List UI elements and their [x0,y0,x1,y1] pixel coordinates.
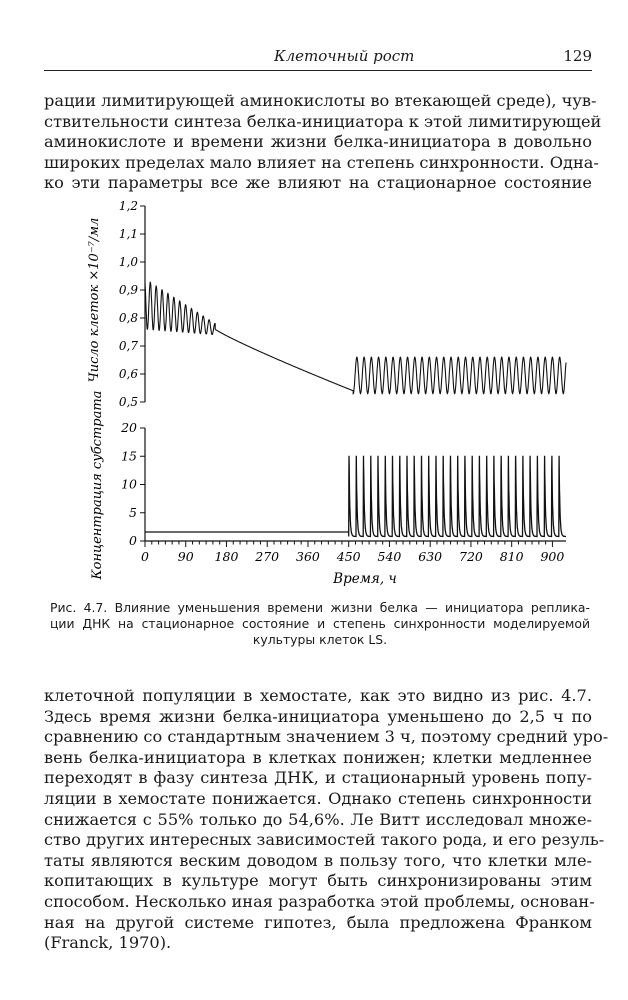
substrate-line [145,456,566,537]
x-tick-label: 90 [177,549,194,564]
x-tick-label: 900 [540,549,565,564]
text-line: аминокислоте и времени жизни белка-инициатора в довольно [44,132,592,152]
x-tick-label: 450 [336,549,361,564]
paragraph-top [44,91,602,194]
cell-count-line [145,282,566,393]
text-line: снижается с 55% только до 54,6%. Ле Витт исследовал множе- [44,809,592,829]
x-tick-label: 630 [418,549,443,564]
text-line: способом. Несколько иная разработка этой проблемы, основан- [44,891,595,911]
x-tick-label: 360 [296,549,320,564]
x-tick-label: 720 [459,549,483,564]
text-line: рации лимитирующей аминокислоты во втекающей среде), чув- [44,91,597,110]
text-line: таты являются веским доводом в пользу того, что клетки мле- [44,850,592,870]
paragraph-bottom [44,686,609,954]
y-tick-label: 0,5 [118,395,138,409]
y-tick-label: 1,1 [118,227,138,241]
y-tick-label: 5 [129,504,137,520]
text-line: (Franck, 1970). [44,933,172,953]
text-line: ство других интересных зависимостей такого рода, и его резуль- [44,830,605,850]
x-tick-label: 540 [377,549,402,564]
y-tick-label: 0,7 [118,339,138,353]
x-axis-label: Время, ч [333,571,397,587]
y-tick-label: 0 [129,533,137,548]
x-tick-label: 180 [214,549,239,564]
text-line: Здесь время жизни белка-инициатора уменьшено до 2,5 ч по [44,706,592,726]
top-y-label: Число клеток ×10⁻⁷/мл [87,217,102,383]
text-line: вень белка-инициатора в клетках понижен; клетки медленнее [44,747,592,767]
y-tick-label: 1,0 [118,255,138,269]
text-line: ко эти параметры все же влияют на стационарное состояние [44,173,592,193]
y-tick-label: 10 [121,476,137,492]
y-tick-label: 0,8 [118,311,138,325]
text-line: копитающих в культуре могут быть синхронизированы этим [44,871,592,891]
page-number: 129 [563,47,592,65]
text-line: ная на другой системе гипотез, была предложена Франком [44,912,592,932]
caption-line: культуры клеток LS. [252,632,388,647]
text-line: клеточной популяции в хемостате, как это видно из рис. 4.7. [44,686,592,705]
text-line: ствительности синтеза белка-инициатора к этой лимитирующей [44,111,602,131]
caption-line: ции ДНК на стационарное состояние и степень синхронности моделируемой [50,616,590,631]
figure-caption [50,600,590,648]
y-tick-label: 20 [121,420,137,435]
text-line: ляции в хемостате понижается. Однако степень синхронности [44,788,592,808]
bottom-y-label: Концентрация субстрата [90,390,105,580]
header-rule [44,70,592,71]
y-tick-label: 15 [121,448,137,464]
x-tick-label: 810 [499,549,524,564]
text-line: широких пределах мало влияет на степень синхронности. Одна- [44,152,599,172]
y-tick-label: 0,9 [118,283,138,297]
x-tick-label: 0 [141,549,149,564]
running-title: Клеточный рост [274,47,415,65]
x-tick-label: 270 [255,549,280,564]
y-tick-label: 1,2 [118,199,138,213]
text-line: переходят в фазу синтеза ДНК, и стационарный уровень попу- [44,768,592,788]
page-header [44,47,592,69]
text-line: сравнению со стандартным значением 3 ч, поэтому средний уро- [44,727,609,747]
y-tick-label: 0,6 [118,367,138,381]
caption-line: Рис. 4.7. Влияние уменьшения времени жизни белка — инициатора реплика- [50,600,590,615]
